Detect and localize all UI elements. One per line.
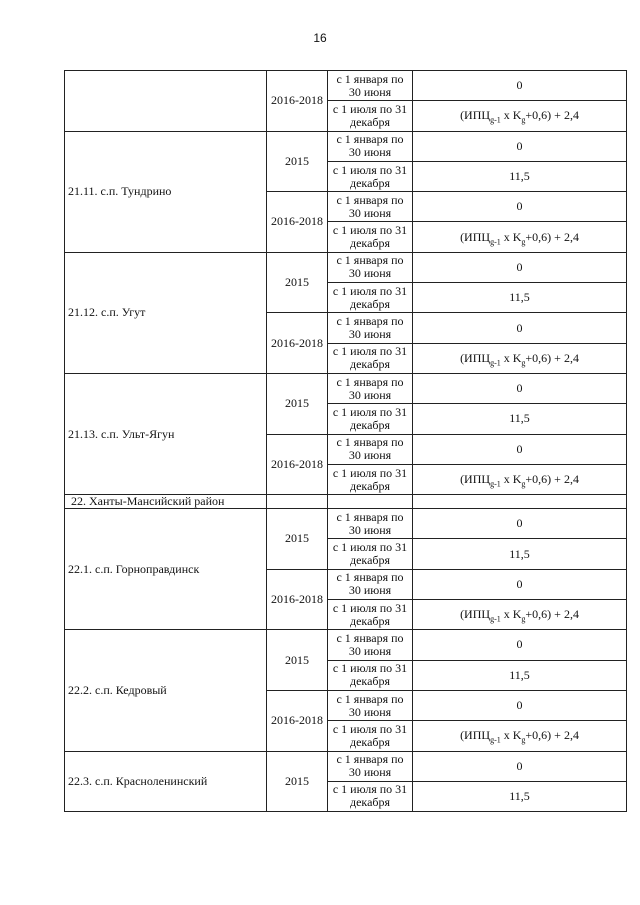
formula-cell: ($ИПЦ_{g-1}$ х $K_g+0,6) + 2,4$	[413, 222, 627, 252]
tariff-table	[64, 70, 627, 812]
period-cell: с 1 января по 30 июня	[328, 509, 413, 539]
period-cell: с 1 января по 30 июня	[328, 131, 413, 161]
formula-cell: ($ИПЦ_{g-1}$ х $K_g+0,6) + 2,4$	[413, 464, 627, 494]
year-cell: 2016-2018	[267, 313, 328, 374]
value-cell: 11,5	[413, 660, 627, 690]
table-row	[65, 71, 627, 101]
value-cell: 0	[413, 252, 627, 282]
year-cell: 2015	[267, 751, 328, 812]
year-cell: 2015	[267, 131, 328, 192]
settlement-name: 22.1. с.п. Горноправдинск	[65, 509, 267, 630]
value-cell: 0	[413, 569, 627, 599]
page-number: 16	[313, 31, 327, 45]
period-cell: с 1 июля по 31 декабря	[328, 161, 413, 191]
value-cell: 0	[413, 751, 627, 781]
table-row	[65, 509, 627, 539]
period-cell: с 1 января по 30 июня	[328, 71, 413, 101]
settlement-name: 21.11. с.п. Тундрино	[65, 131, 267, 252]
table-row	[65, 131, 627, 161]
district-header: 22. Ханты-Мансийский район	[65, 495, 267, 509]
year-cell: 2016-2018	[267, 192, 328, 253]
period-cell: с 1 июля по 31 декабря	[328, 660, 413, 690]
period-cell: с 1 июля по 31 декабря	[328, 343, 413, 373]
empty-cell	[328, 495, 413, 509]
period-cell: с 1 января по 30 июня	[328, 373, 413, 403]
settlement-name: 21.12. с.п. Угут	[65, 252, 267, 373]
settlement-name: 22.3. с.п. Красноленинский	[65, 751, 267, 812]
name-cell	[65, 71, 267, 132]
value-cell: 0	[413, 131, 627, 161]
period-cell: с 1 июля по 31 декабря	[328, 222, 413, 252]
period-cell: с 1 января по 30 июня	[328, 569, 413, 599]
period-cell: с 1 января по 30 июня	[328, 252, 413, 282]
value-cell: 0	[413, 373, 627, 403]
year-cell: 2016-2018	[267, 569, 328, 630]
value-cell: 11,5	[413, 161, 627, 191]
period-cell: с 1 июля по 31 декабря	[328, 464, 413, 494]
settlement-name: 22.2. с.п. Кедровый	[65, 630, 267, 751]
value-cell: 0	[413, 71, 627, 101]
value-cell: 0	[413, 509, 627, 539]
period-cell: с 1 июля по 31 декабря	[328, 539, 413, 569]
empty-cell	[413, 495, 627, 509]
period-cell: с 1 июля по 31 декабря	[328, 101, 413, 131]
period-cell: с 1 июля по 31 декабря	[328, 721, 413, 751]
year-cell: 2016-2018	[267, 434, 328, 495]
period-cell: с 1 июля по 31 декабря	[328, 600, 413, 630]
period-cell: с 1 января по 30 июня	[328, 751, 413, 781]
table-row	[65, 630, 627, 660]
period-cell: с 1 июля по 31 декабря	[328, 781, 413, 811]
formula-cell: ($ИПЦ_{g-1}$ х $K_g+0,6) + 2,4$	[413, 721, 627, 751]
year-cell: 2015	[267, 373, 328, 434]
value-cell: 11,5	[413, 404, 627, 434]
year-cell: 2015	[267, 252, 328, 313]
empty-cell	[267, 495, 328, 509]
value-cell: 11,5	[413, 283, 627, 313]
period-cell: с 1 июля по 31 декабря	[328, 404, 413, 434]
value-cell: 0	[413, 690, 627, 720]
period-cell: с 1 января по 30 июня	[328, 690, 413, 720]
table-row	[65, 495, 627, 509]
value-cell: 11,5	[413, 539, 627, 569]
year-cell: 2015	[267, 509, 328, 570]
period-cell: с 1 июля по 31 декабря	[328, 283, 413, 313]
period-cell: с 1 января по 30 июня	[328, 630, 413, 660]
value-cell: 11,5	[413, 781, 627, 811]
value-cell: 0	[413, 313, 627, 343]
period-cell: с 1 января по 30 июня	[328, 313, 413, 343]
formula-cell: ($ИПЦ_{g-1}$ х $K_g+0,6) + 2,4$	[413, 343, 627, 373]
formula-cell: ($ИПЦ_{g-1}$ х $K_g+0,6) + 2,4$	[413, 101, 627, 131]
period-cell: с 1 января по 30 июня	[328, 192, 413, 222]
year-cell: 2016-2018	[267, 71, 328, 132]
value-cell: 0	[413, 434, 627, 464]
formula-cell: ($ИПЦ_{g-1}$ х $K_g+0,6) + 2,4$	[413, 600, 627, 630]
period-cell: с 1 января по 30 июня	[328, 434, 413, 464]
settlement-name: 21.13. с.п. Ульт-Ягун	[65, 373, 267, 494]
year-cell: 2016-2018	[267, 690, 328, 751]
table-row	[65, 252, 627, 282]
table-row	[65, 751, 627, 781]
value-cell: 0	[413, 630, 627, 660]
year-cell: 2015	[267, 630, 328, 691]
table-row	[65, 373, 627, 403]
value-cell: 0	[413, 192, 627, 222]
